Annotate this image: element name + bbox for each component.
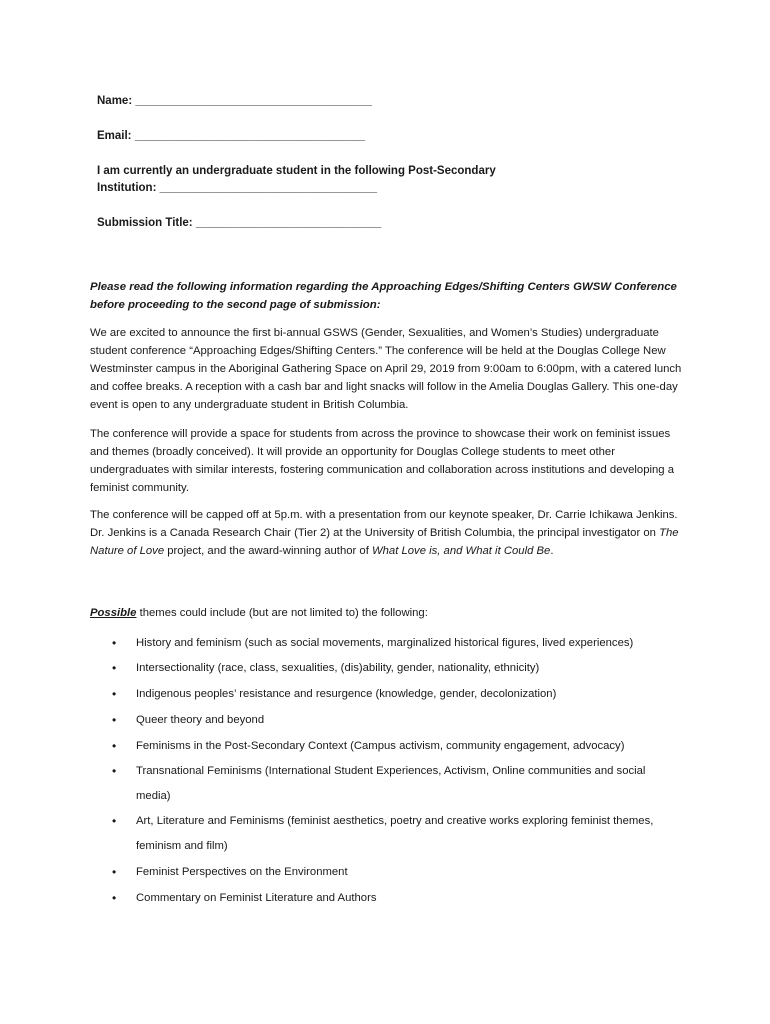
paragraph-purpose: The conference will provide a space for students from across the province to showcase their work on feminist issues and themes (broadly conceived). It will provide an opportunity for Douglas College students to meet other undergraduates with similar interests, fostering communication and collaboration across institutions and developing a feminist community. [90,428,674,494]
book-title-nature-of-love: The Nature of Love [90,527,679,557]
bullet-icon: • [112,865,117,879]
submission-title-field-line: Submission Title: _____________________________ [97,217,382,229]
name-field-line: Name: _____________________________________ [97,95,372,107]
themes-lead-emphasis: Possible [90,607,137,619]
bullet-icon: • [112,814,117,828]
keynote-text-a: The conference will be capped off at 5p.m. with a presentation from our keynote speaker, Dr. Carrie Ichikawa Jenkins. Dr. Jenkins is a Canada Research Chair (Tier 2) at the University of British Columbia, the principal investigator on [90,509,678,539]
bullet-icon: • [112,687,117,701]
institution-field-line: Institution: __________________________________ [97,182,378,194]
book-title-what-love-is: What Love is, and What it Could Be [371,545,551,557]
bullet-icon: • [112,739,117,753]
institution-prompt: I am currently an undergraduate student in the following Post-Secondary [97,165,496,177]
document-page: Name: _____________________________________ Email: ____________________________________ I am currently an undergraduate student in the following Post-Secondary Institution: __________________________________ Submission Title: _____________________________ Please read the following information regarding the Approaching Edges/Shifting Centers GWSW Conference before proceeding to the second page of submission: We are excited to announce the first bi-annual GSWS (Gender, Sexualities, and Women’s Studies) undergraduate student conference “Approaching Edges/Shifting Centers.” The conference will be held at the Douglas College New Westminster campus in the Aboriginal Gathering Space on April 29, 2019 from 9:00am to 6:00pm, with a catered lunch and coffee breaks. A reception with a cash bar and light snacks will follow in the Amelia Douglas Gallery. This one-day event is open to any undergraduate student in British Columbia. The conference will provide a space for students from across the province to showcase their work on feminist issues and themes (broadly conceived). It will provide an opportunity for Douglas College students to meet other undergraduates with similar interests, fostering communication and collaboration across institutions and developing a feminist community. The conference will be capped off at 5p.m. with a presentation from our keynote speaker, Dr. Carrie Ichikawa Jenkins. Dr. Jenkins is a Canada Research Chair (Tier 2) at the University of British Columbia, the principal investigator on The Nature of Love project, and the award-winning author of What Love is, and What it Could Be. Possible themes could include (but are not limited to) the following: • History and feminism (such as social movements, marginalized historical figures, lived experiences) • Intersectionality (race, class, sexualities, (dis)ability, gender, nationality, ethnicity) • Indigenous peoples’ resistance and resurgence (knowledge, gender, decolonization) • Queer theory and beyond • Feminisms in the Post-Secondary Context (Campus activism, community engagement, advocacy) • Transnational Feminisms (International Student Experiences, Activism, Online communities and social media) • Art, Literature and Feminisms (feminist aesthetics, poetry and creative works exploring feminist themes, feminism and film) • Feminist Perspectives on the Environment • Commentary on Feminist Literature and Authors [0,0,770,1024]
paragraph-keynote [90,506,690,560]
bullet-icon: • [112,661,117,675]
keynote-text-b: project, and the award-winning author of [164,545,372,557]
bullet-icon: • [112,713,117,727]
intro-notice: Please read the following information regarding the Approaching Edges/Shifting Centers GWSW Conference before proceeding to the second page of submission: [90,281,677,311]
bullet-icon: • [112,764,117,778]
themes-lead-text: themes could include (but are not limited to) the following: [136,607,428,619]
bullet-icon: • [112,636,117,650]
email-field-line: Email: ____________________________________ [97,130,365,142]
bullet-icon: • [112,891,117,905]
keynote-text-c: . [550,545,554,557]
paragraph-announcement: We are excited to announce the first bi-annual GSWS (Gender, Sexualities, and Women’s Studies) undergraduate student conference “Approaching Edges/Shifting Centers.” The conference will be held at the Douglas College New Westminster campus in the Aboriginal Gathering Space on April 29, 2019 from 9:00am to 6:00pm, with a catered lunch and coffee breaks. A reception with a cash bar and light snacks will follow in the Amelia Douglas Gallery. This one-day event is open to any undergraduate student in British Columbia. [90,327,682,411]
themes-intro [90,604,428,622]
